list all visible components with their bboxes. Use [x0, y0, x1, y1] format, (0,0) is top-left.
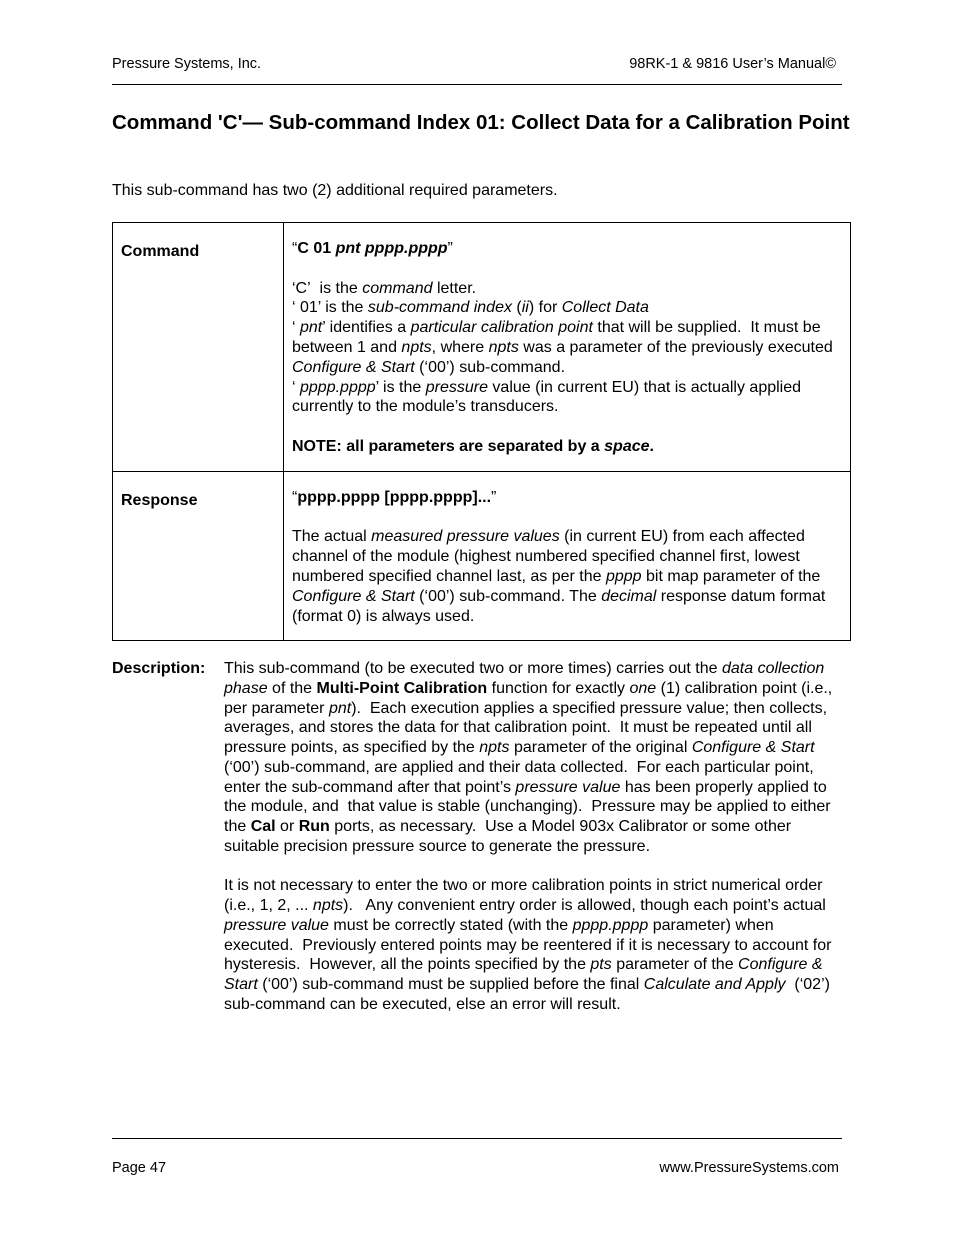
command-param-line: ‘ pppp.pppp’ is the pressure value (in current EU) that is actually applied currently to the module’s transducers.: [292, 378, 802, 416]
header-divider: [112, 84, 842, 85]
header-manual-title: 98RK-1 & 9816 User’s Manual©: [629, 56, 836, 72]
command-table: [112, 222, 851, 641]
command-syntax: “C 01 pnt pppp.pppp”: [292, 240, 453, 257]
page-title: Command 'C'— Sub-command Index 01: Collect Data for a Calibration Point: [112, 111, 850, 134]
command-label: Command: [113, 223, 284, 472]
header-company: Pressure Systems, Inc.: [112, 56, 262, 72]
description-label: Description:: [112, 660, 206, 677]
description-paragraph: It is not necessary to enter the two or more calibration points in strict numerical order (i.e., 1, 2, ... npts). Any convenient entry order is allowed, though each point’s actual pressure value must be correctly stated (with the pppp.pppp parameter) when executed. Previously entered points may be reentered if it is necessary to account for hysteresis. However, all the points specified by the pts parameter of the Configure & Start (‘00’) sub-command must be supplied before the final Calculate and Apply (‘02’) sub-command can be executed, else an error will result.: [224, 877, 832, 1013]
response-text: The actual measured pressure values (in current EU) from each affected channel of the module (highest numbered specified channel first, lowest numbered specified channel last, as per the pppp bit map parameter of the Configure & Start (‘00’) sub-command. The decimal response datum format (format 0) is always used.: [292, 528, 826, 625]
command-param-line: ‘C’ is the command letter.: [292, 279, 477, 297]
intro-text: This sub-command has two (2) additional required parameters.: [112, 182, 558, 199]
response-label: Response: [113, 471, 284, 641]
command-row: [113, 223, 851, 472]
footer-page-number: Page 47: [112, 1160, 167, 1176]
description-body: [224, 659, 844, 1034]
command-param-line: ‘ 01’ is the sub-command index (ii) for Collect Data: [292, 299, 649, 317]
footer-website: www.PressureSystems.com: [659, 1160, 839, 1176]
description-paragraph: This sub-command (to be executed two or more times) carries out the data collection phase of the Multi-Point Calibration function for exactly one (1) calibration point (i.e., per parameter pnt). Each execution applies a specified pressure value; then collects, averages, and stores the data for that calibration point. It must be repeated until all pressure points, as specified by the npts parameter of the original Configure & Start (‘00’) sub-command, are applied and their data collected. For each particular point, enter the sub-command after that point’s pressure value has been properly applied to the module, and that value is stable (unchanging). Pressure may be applied to either the Cal or Run ports, as necessary. Use a Model 903x Calibrator or some other suitable precision pressure source to generate the pressure.: [224, 660, 833, 855]
response-cell: [284, 471, 851, 641]
footer-divider: [112, 1138, 842, 1139]
command-cell: [284, 223, 851, 472]
command-note: NOTE: all parameters are separated by a space.: [292, 437, 654, 455]
response-row: [113, 471, 851, 641]
command-param-line: ‘ pnt’ identifies a particular calibration point that will be supplied. It must be between 1 and npts, where npts was a parameter of the previously executed Configure & Start (‘00’) sub-command.: [292, 319, 833, 376]
response-syntax: “pppp.pppp [pppp.pppp]...”: [292, 488, 497, 506]
